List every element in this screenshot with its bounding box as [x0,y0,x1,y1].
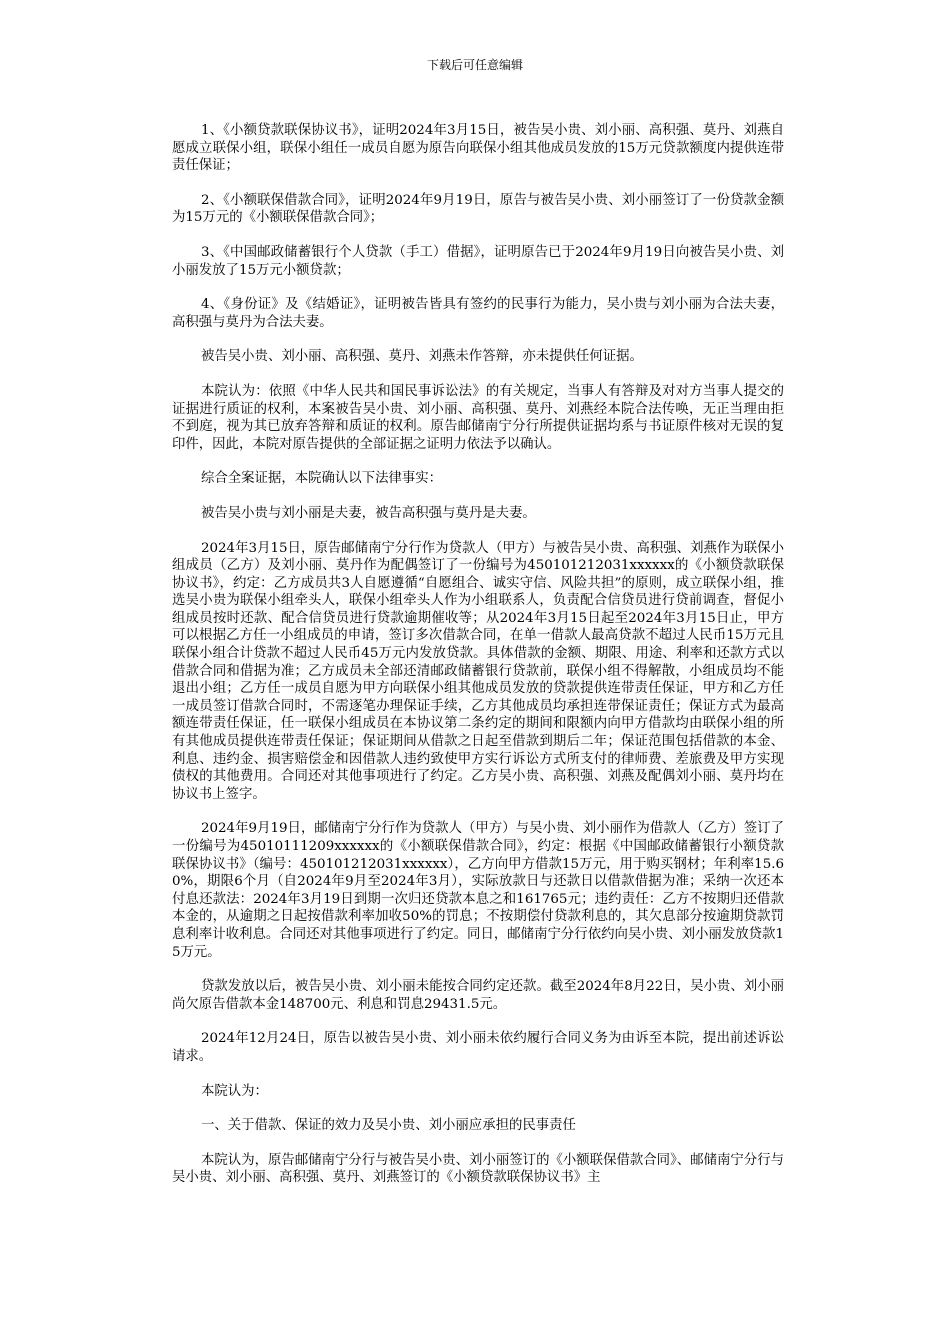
fact-marriage: 被告吴小贵与刘小丽是夫妻，被告高积强与莫丹是夫妻。 [201,505,536,521]
fact-default: 贷款发放以后，被告吴小贵、刘小丽未能按合同约定还款。截至2024年8月22日，吴小贵、刘小丽尚欠原告借款本金148700元、利息和罚息29431.5元。 [172,979,784,1012]
document-body [172,122,784,1204]
fact-lawsuit: 2024年12月24日，原告以被告吴小贵、刘小丽未依约履行合同义务为由诉至本院，提出前述诉讼请求。 [172,1031,784,1064]
fact-guarantee-agreement: 2024年3月15日，原告邮储南宁分行作为贷款人（甲方）与被告吴小贵、高积强、刘燕作为联保小组成员（乙方）及刘小丽、莫丹作为配偶签订了一份编号为450101212031xxxxxx的《小额贷款联保协议书》，约定：乙方成员共3人自愿遵循“自愿组合、诚实守信、风险共担”的原则，成立联保小组，推选吴小贵为联保小组牵头人，联保小组牵头人作为小组联系人，负责配合信贷员进行贷前调查，督促小组成员按时还款、配合信贷员进行贷款逾期催收等；从2024年3月15日起至2024年3月15日止，甲方可以根据乙方任一小组成员的申请，签订多次借款合同，在单一借款人最高贷款不超过人民币15万元且联保小组合计贷款不超过人民币45万元内发放贷款。具体借款的金额、期限、用途、利率和还款方式以借款合同和借据为准；乙方成员未全部还清邮政储蓄银行贷款前，联保小组不得解散，小组成员均不能退出小组；乙方任一成员自愿为甲方向联保小组其他成员发放的贷款提供连带责任保证，甲方和乙方任一成员签订借款合同时，不需逐笔办理保证手续，乙方其他成员均承担连带保证责任；保证方式为最高额连带责任保证，任一联保小组成员在本协议第二条约定的期间和限额内向甲方借款均由联保小组的所有其他成员提供连带责任保证；保证期间从借款之日起至借款到期后二年；保证范围包括借款的本金、利息、违约金、损害赔偿金和因借款人违约致使甲方实行诉讼方式所支付的律师费、差旅费及甲方实现债权的其他费用。合同还对其他事项进行了约定。乙方吴小贵、高积强、刘燕及配偶刘小丽、莫丹均在协议书上签字。 [172,540,784,802]
page-header: 下载后可任意编辑 [426,58,523,72]
court-holds-heading: 本院认为： [201,1083,268,1099]
section-heading-1: 一、关于借款、保证的效力及吴小贵、刘小丽应承担的民事责任 [201,1118,576,1134]
evidence-item-4: 4、《身份证》及《结婚证》，证明被告皆具有签约的民事行为能力，吴小贵与刘小丽为合法夫妻，高积强与莫丹为合法夫妻。 [172,297,784,330]
court-opinion-evidence: 本院认为：依照《中华人民共和国民事诉讼法》的有关规定，当事人有答辩及对对方当事人提交的证据进行质证的权利，本案被告吴小贵、刘小丽、高积强、莫丹、刘燕经本院合法传唤，无正当理由拒不到庭，视为其已放弃答辩和质证的权利。原告邮储南宁分行所提供证据均系与书证原件核对无误的复印件，因此，本院对原告提供的全部证据之证明力依法予以确认。 [172,383,784,452]
evidence-item-1: 1、《小额贷款联保协议书》，证明2024年3月15日，被告吴小贵、刘小丽、高积强、莫丹、刘燕自愿成立联保小组，联保小组任一成员自愿为原告向联保小组其他成员发放的15万元贷款额度内提供连带责任保证； [172,123,784,174]
court-reasoning: 本院认为，原告邮储南宁分行与被告吴小贵、刘小丽签订的《小额联保借款合同》、邮储南宁分行与吴小贵、刘小丽、高积强、莫丹、刘燕签订的《小额贷款联保协议书》主 [172,1152,784,1186]
evidence-item-3: 3、《中国邮政储蓄银行个人贷款（手工）借据》，证明原告已于2024年9月19日向被告吴小贵、刘小丽发放了15万元小额贷款； [172,244,784,278]
defendants-no-response: 被告吴小贵、刘小丽、高积强、莫丹、刘燕未作答辩，亦未提供任何证据。 [201,349,643,365]
facts-intro: 综合全案证据，本院确认以下法律事实： [201,471,443,487]
fact-loan-contract: 2024年9月19日，邮储南宁分行作为贷款人（甲方）与吴小贵、刘小丽作为借款人（乙方）签订了一份编号为45010111209xxxxxx的《小额联保借款合同》，约定：根据《中国邮政储蓄银行小额贷款联保协议书》（编号：450101212031xxxxxx），乙方向甲方借款15万元，用于购买钢材；年利率15.60%，期限6个月（自2024年9月至2024年3月），实际放款日与还款日以借款借据为准；采纳一次还本付息还款法：2024年3月19日到期一次归还贷款本息之和161765元；违约责任：乙方不按期归还借款本金的，从逾期之日起按借款利率加收50%的罚息；不按期偿付贷款利息的，其欠息部分按逾期贷款罚息利率计收利息。合同还对其他事项进行了约定。同日，邮储南宁分行依约向吴小贵、刘小丽发放贷款15万元。 [172,821,784,960]
evidence-item-2: 2、《小额联保借款合同》，证明2024年9月19日，原告与被告吴小贵、刘小丽签订了一份贷款金额为15万元的《小额联保借款合同》； [172,192,784,226]
